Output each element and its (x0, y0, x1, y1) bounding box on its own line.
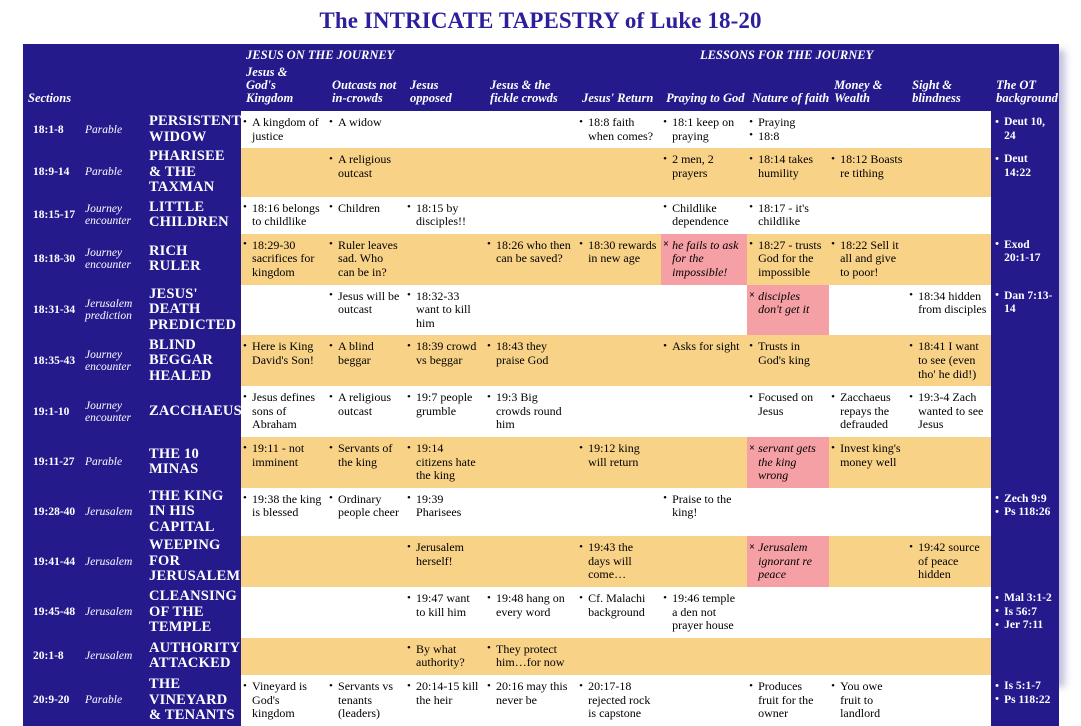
cell-r4-c6 (747, 285, 829, 336)
row-reference: 18:31-34 (23, 285, 83, 336)
cell-r11-c1 (327, 638, 405, 675)
band-label-lessons-for-the-journey: LESSONS FOR THE JOURNEY (577, 44, 991, 64)
table-row (23, 285, 1059, 336)
bullet: • Focused on Jesus (749, 391, 825, 418)
bullet: • A religious outcast (329, 153, 401, 180)
tapestry-panel (23, 44, 1059, 724)
bullet: • Jesus will be outcast (329, 290, 401, 317)
row-kind: Journey encounter (83, 335, 141, 386)
cell-r0-c1 (327, 111, 405, 148)
sections-header: Sections (23, 64, 241, 111)
bullet: • 20:17-18 rejected rock is capstone (579, 680, 657, 721)
negative-bullet: × he fails to ask for the impossible! (663, 239, 743, 280)
cell-r0-c2 (405, 111, 485, 148)
band-spacer-right (991, 44, 1059, 64)
cell-r8-c2 (405, 488, 485, 537)
bullet: • 19:47 want to kill him (407, 592, 481, 619)
cell-r3-c8 (907, 234, 991, 285)
cell-r6-c7 (829, 386, 907, 437)
cell-r5-c4 (577, 335, 661, 386)
negative-bullet: × disciples don't get it (749, 290, 825, 317)
cell-r8-c0 (241, 488, 327, 537)
cell-r6-c5 (661, 386, 747, 437)
cell-r5-c5 (661, 335, 747, 386)
cell-r10-c1 (327, 587, 405, 638)
table-row (23, 638, 1059, 675)
row-reference: 19:45-48 (23, 587, 83, 638)
row-title: PHARISEE & THE TAXMAN (141, 148, 241, 197)
row-kind: Parable (83, 111, 141, 148)
bullet: • By what authority? (407, 643, 481, 670)
table-row (23, 386, 1059, 437)
cell-r5-c6 (747, 335, 829, 386)
row-kind: Jerusalem (83, 488, 141, 537)
cell-r1-c4 (577, 148, 661, 197)
row-reference: 19:11-27 (23, 437, 83, 488)
bullet: • They protect him…for now (487, 643, 573, 670)
bullet: • Vineyard is God's kingdom (243, 680, 323, 721)
cell-r4-c5 (661, 285, 747, 336)
bullet: • 19:38 the king is blessed (243, 493, 323, 520)
ot-background-cell (991, 675, 1059, 726)
bullet: • Ordinary people cheer (329, 493, 401, 520)
bullet: • 18:17 - it's childlike (749, 202, 825, 229)
header-columns-row (23, 64, 1059, 111)
bullet: • 19:3-4 Zach wanted to see Jesus (909, 391, 987, 432)
bullet: • 19:11 - not imminent (243, 442, 323, 469)
bullet: • 19:7 people grumble (407, 391, 481, 418)
row-kind: Journey encounter (83, 197, 141, 234)
ot-background-cell (991, 488, 1059, 537)
row-title: PERSISTENT WIDOW (141, 111, 241, 148)
bullet: • Cf. Malachi background (579, 592, 657, 619)
cell-r11-c4 (577, 638, 661, 675)
cell-r6-c2 (405, 386, 485, 437)
row-reference: 18:35-43 (23, 335, 83, 386)
cell-r2-c1 (327, 197, 405, 234)
row-kind: Jerusalem (83, 587, 141, 638)
bullet: • 19:39 Pharisees (407, 493, 481, 520)
cell-r1-c3 (485, 148, 577, 197)
row-kind: Journey encounter (83, 234, 141, 285)
cell-r3-c7 (829, 234, 907, 285)
row-title: ZACCHAEUS (141, 386, 241, 437)
row-kind: Parable (83, 148, 141, 197)
bullet: • 20:14-15 kill the heir (407, 680, 481, 707)
cell-r6-c4 (577, 386, 661, 437)
cell-r8-c7 (829, 488, 907, 537)
cell-r9-c3 (485, 536, 577, 587)
cell-r9-c7 (829, 536, 907, 587)
cell-r6-c1 (327, 386, 405, 437)
cell-r0-c0 (241, 111, 327, 148)
bullet: • 18:12 Boasts re tithing (831, 153, 903, 180)
cell-r9-c2 (405, 536, 485, 587)
cell-r4-c4 (577, 285, 661, 336)
cell-r7-c3 (485, 437, 577, 488)
bullet: • 18:26 who then can be saved? (487, 239, 573, 266)
table-row (23, 488, 1059, 537)
bullet: • 18:39 crowd vs beggar (407, 340, 481, 367)
bullet: • 18:22 Sell it all and give to poor! (831, 239, 903, 280)
bullet: • 19:14 citizens hate the king (407, 442, 481, 483)
column-header-9: The OT background (991, 64, 1059, 111)
cell-r3-c6 (747, 234, 829, 285)
column-header-1: Outcasts not in-crowds (327, 64, 405, 111)
row-kind: Jerusalem (83, 536, 141, 587)
bullet: • A blind beggar (329, 340, 401, 367)
table-row (23, 148, 1059, 197)
cell-r5-c1 (327, 335, 405, 386)
cell-r11-c2 (405, 638, 485, 675)
row-title: BLIND BEGGAR HEALED (141, 335, 241, 386)
cell-r10-c4 (577, 587, 661, 638)
cell-r10-c5 (661, 587, 747, 638)
bullet: • 18:8 (749, 130, 825, 144)
cell-r1-c1 (327, 148, 405, 197)
bullet: • 18:43 they praise God (487, 340, 573, 367)
bullet: • 18:30 rewards in new age (579, 239, 657, 266)
cell-r6-c6 (747, 386, 829, 437)
row-reference: 18:9-14 (23, 148, 83, 197)
bullet: • 18:29-30 sacrifices for kingdom (243, 239, 323, 280)
bullet: • 18:8 faith when comes? (579, 116, 657, 143)
column-header-2: Jesus opposed (405, 64, 485, 111)
row-reference: 18:18-30 (23, 234, 83, 285)
cell-r2-c8 (907, 197, 991, 234)
cell-r7-c7 (829, 437, 907, 488)
cell-r5-c8 (907, 335, 991, 386)
ot-reference: • Deut 14:22 (995, 153, 1056, 180)
row-kind: Journey encounter (83, 386, 141, 437)
cell-r2-c0 (241, 197, 327, 234)
cell-r9-c6 (747, 536, 829, 587)
bullet: • 18:32-33 want to kill him (407, 290, 481, 331)
ot-background-cell (991, 234, 1059, 285)
cell-r11-c5 (661, 638, 747, 675)
table-row (23, 197, 1059, 234)
row-reference: 20:1-8 (23, 638, 83, 675)
table-row (23, 111, 1059, 148)
ot-background-cell (991, 437, 1059, 488)
bullet: • A religious outcast (329, 391, 401, 418)
cell-r12-c2 (405, 675, 485, 726)
cell-r8-c3 (485, 488, 577, 537)
ot-background-cell (991, 148, 1059, 197)
bullet: • 18:15 by disciples!! (407, 202, 481, 229)
bullet: • 18:41 I want to see (even tho' he did!) (909, 340, 987, 381)
ot-reference: • Zech 9:9 (995, 493, 1056, 507)
negative-bullet: × servant gets the king wrong (749, 442, 825, 483)
cell-r3-c5 (661, 234, 747, 285)
ot-background-cell (991, 386, 1059, 437)
cell-r5-c7 (829, 335, 907, 386)
cell-r12-c5 (661, 675, 747, 726)
cell-r11-c0 (241, 638, 327, 675)
cell-r10-c0 (241, 587, 327, 638)
column-header-5: Praying to God (661, 64, 747, 111)
cell-r2-c6 (747, 197, 829, 234)
cell-r1-c2 (405, 148, 485, 197)
band-label-jesus-on-the-journey: JESUS ON THE JOURNEY (241, 44, 577, 64)
cell-r3-c0 (241, 234, 327, 285)
bullet: • Praying (749, 116, 825, 130)
cell-r3-c1 (327, 234, 405, 285)
bullet: • Servants of the king (329, 442, 401, 469)
cell-r10-c3 (485, 587, 577, 638)
cell-r2-c5 (661, 197, 747, 234)
column-header-6: Nature of faith (747, 64, 829, 111)
cell-r8-c1 (327, 488, 405, 537)
bullet: • 19:48 hang on every word (487, 592, 573, 619)
bullet: • 18:34 hidden from disciples (909, 290, 987, 317)
row-title: THE VINEYARD & TENANTS (141, 675, 241, 726)
cell-r3-c2 (405, 234, 485, 285)
bullet: • Ruler leaves sad. Who can be in? (329, 239, 401, 280)
header-band-row (23, 44, 1059, 64)
cell-r12-c7 (829, 675, 907, 726)
cell-r12-c1 (327, 675, 405, 726)
ot-reference: • Jer 7:11 (995, 619, 1056, 633)
cell-r4-c2 (405, 285, 485, 336)
column-header-7: Money & Wealth (829, 64, 907, 111)
row-kind: Parable (83, 437, 141, 488)
ot-reference: • Is 56:7 (995, 606, 1056, 620)
cell-r9-c5 (661, 536, 747, 587)
column-header-8: Sight & blindness (907, 64, 991, 111)
cell-r0-c6 (747, 111, 829, 148)
tapestry-table (23, 44, 1059, 726)
bullet: • 19:42 source of peace hidden (909, 541, 987, 582)
ot-reference: • Exod 20:1-17 (995, 239, 1056, 266)
ot-background-cell (991, 285, 1059, 336)
cell-r10-c7 (829, 587, 907, 638)
bullet: • A widow (329, 116, 401, 130)
cell-r7-c5 (661, 437, 747, 488)
column-header-0: Jesus & God's Kingdom (241, 64, 327, 111)
cell-r10-c6 (747, 587, 829, 638)
bullet: • You owe fruit to landlord (831, 680, 903, 721)
row-reference: 18:1-8 (23, 111, 83, 148)
ot-reference: • Mal 3:1-2 (995, 592, 1056, 606)
row-kind: Parable (83, 675, 141, 726)
cell-r5-c3 (485, 335, 577, 386)
table-row (23, 234, 1059, 285)
bullet: • Praise to the king! (663, 493, 743, 520)
bullet: • 19:43 the days will come… (579, 541, 657, 582)
cell-r7-c1 (327, 437, 405, 488)
band-spacer (23, 44, 241, 64)
bullet: • Childlike dependence (663, 202, 743, 229)
cell-r1-c5 (661, 148, 747, 197)
cell-r7-c0 (241, 437, 327, 488)
ot-background-cell (991, 587, 1059, 638)
cell-r6-c3 (485, 386, 577, 437)
negative-bullet: × Jerusalem ignorant re peace (749, 541, 825, 582)
cell-r4-c3 (485, 285, 577, 336)
cell-r7-c6 (747, 437, 829, 488)
bullet: • Asks for sight (663, 340, 743, 354)
cell-r0-c8 (907, 111, 991, 148)
ot-background-cell (991, 335, 1059, 386)
cell-r11-c6 (747, 638, 829, 675)
cell-r9-c1 (327, 536, 405, 587)
cell-r11-c7 (829, 638, 907, 675)
row-title: JESUS' DEATH PREDICTED (141, 285, 241, 336)
ot-background-cell (991, 638, 1059, 675)
cell-r2-c2 (405, 197, 485, 234)
bullet: • 18:14 takes humility (749, 153, 825, 180)
ot-background-cell (991, 197, 1059, 234)
row-kind: Jerusalem (83, 638, 141, 675)
ot-reference: • Ps 118:22 (995, 694, 1056, 708)
bullet: • 20:16 may this never be (487, 680, 573, 707)
bullet: • 19:12 king will return (579, 442, 657, 469)
cell-r2-c7 (829, 197, 907, 234)
cell-r3-c4 (577, 234, 661, 285)
bullet: • Jerusalem herself! (407, 541, 481, 568)
cell-r4-c1 (327, 285, 405, 336)
bullet: • Servants vs tenants (leaders) (329, 680, 401, 721)
bullet: • Zacchaeus repays the defrauded (831, 391, 903, 432)
cell-r12-c0 (241, 675, 327, 726)
cell-r12-c4 (577, 675, 661, 726)
ot-reference: • Deut 10, 24 (995, 116, 1056, 143)
cell-r8-c6 (747, 488, 829, 537)
bullet: • 19:46 temple a den not prayer house (663, 592, 743, 633)
cell-r11-c3 (485, 638, 577, 675)
cell-r10-c2 (405, 587, 485, 638)
cell-r2-c4 (577, 197, 661, 234)
cell-r1-c8 (907, 148, 991, 197)
cell-r0-c4 (577, 111, 661, 148)
row-title: THE KING IN HIS CAPITAL (141, 488, 241, 537)
cell-r6-c8 (907, 386, 991, 437)
table-row (23, 675, 1059, 726)
row-title: WEEPING FOR JERUSALEM (141, 536, 241, 587)
ot-background-cell (991, 111, 1059, 148)
cell-r1-c7 (829, 148, 907, 197)
bullet: • Children (329, 202, 401, 216)
row-title: THE 10 MINAS (141, 437, 241, 488)
row-reference: 20:9-20 (23, 675, 83, 726)
table-row (23, 536, 1059, 587)
cell-r1-c6 (747, 148, 829, 197)
cell-r12-c8 (907, 675, 991, 726)
ot-reference: • Ps 118:26 (995, 506, 1056, 520)
cell-r6-c0 (241, 386, 327, 437)
cell-r4-c0 (241, 285, 327, 336)
cell-r8-c5 (661, 488, 747, 537)
bullet: • 18:1 keep on praying (663, 116, 743, 143)
cell-r0-c3 (485, 111, 577, 148)
cell-r8-c8 (907, 488, 991, 537)
cell-r9-c8 (907, 536, 991, 587)
cell-r5-c2 (405, 335, 485, 386)
cell-r5-c0 (241, 335, 327, 386)
page-title: The INTRICATE TAPESTRY of Luke 18-20 (319, 8, 762, 33)
cell-r10-c8 (907, 587, 991, 638)
row-title: LITTLE CHILDREN (141, 197, 241, 234)
cell-r11-c8 (907, 638, 991, 675)
bullet: • Here is King David's Son! (243, 340, 323, 367)
cell-r12-c6 (747, 675, 829, 726)
bullet: • 19:3 Big crowds round him (487, 391, 573, 432)
bullet: • Invest king's money well (831, 442, 903, 469)
cell-r0-c7 (829, 111, 907, 148)
cell-r7-c2 (405, 437, 485, 488)
cell-r2-c3 (485, 197, 577, 234)
table-row (23, 437, 1059, 488)
ot-background-cell (991, 536, 1059, 587)
table-row (23, 587, 1059, 638)
bullet: • A kingdom of justice (243, 116, 323, 143)
row-reference: 19:41-44 (23, 536, 83, 587)
cell-r4-c8 (907, 285, 991, 336)
row-kind: Jerusalem prediction (83, 285, 141, 336)
ot-reference: • Is 5:1-7 (995, 680, 1056, 694)
row-title: AUTHORITY ATTACKED (141, 638, 241, 675)
cell-r9-c4 (577, 536, 661, 587)
bullet: • 2 men, 2 prayers (663, 153, 743, 180)
table-row (23, 335, 1059, 386)
row-title: RICH RULER (141, 234, 241, 285)
bullet: • Jesus defines sons of Abraham (243, 391, 323, 432)
column-header-4: Jesus' Return (577, 64, 661, 111)
row-reference: 18:15-17 (23, 197, 83, 234)
row-reference: 19:28-40 (23, 488, 83, 537)
cell-r1-c0 (241, 148, 327, 197)
cell-r3-c3 (485, 234, 577, 285)
cell-r0-c5 (661, 111, 747, 148)
cell-r9-c0 (241, 536, 327, 587)
bullet: • Produces fruit for the owner (749, 680, 825, 721)
cell-r7-c8 (907, 437, 991, 488)
row-title: CLEANSING OF THE TEMPLE (141, 587, 241, 638)
cell-r8-c4 (577, 488, 661, 537)
ot-reference: • Dan 7:13-14 (995, 290, 1056, 317)
bullet: • 18:27 - trusts God for the impossible (749, 239, 825, 280)
row-reference: 19:1-10 (23, 386, 83, 437)
cell-r12-c3 (485, 675, 577, 726)
bullet: • 18:16 belongs to childlike (243, 202, 323, 229)
bullet: • Trusts in God's king (749, 340, 825, 367)
column-header-3: Jesus & the fickle crowds (485, 64, 577, 111)
cell-r7-c4 (577, 437, 661, 488)
cell-r4-c7 (829, 285, 907, 336)
